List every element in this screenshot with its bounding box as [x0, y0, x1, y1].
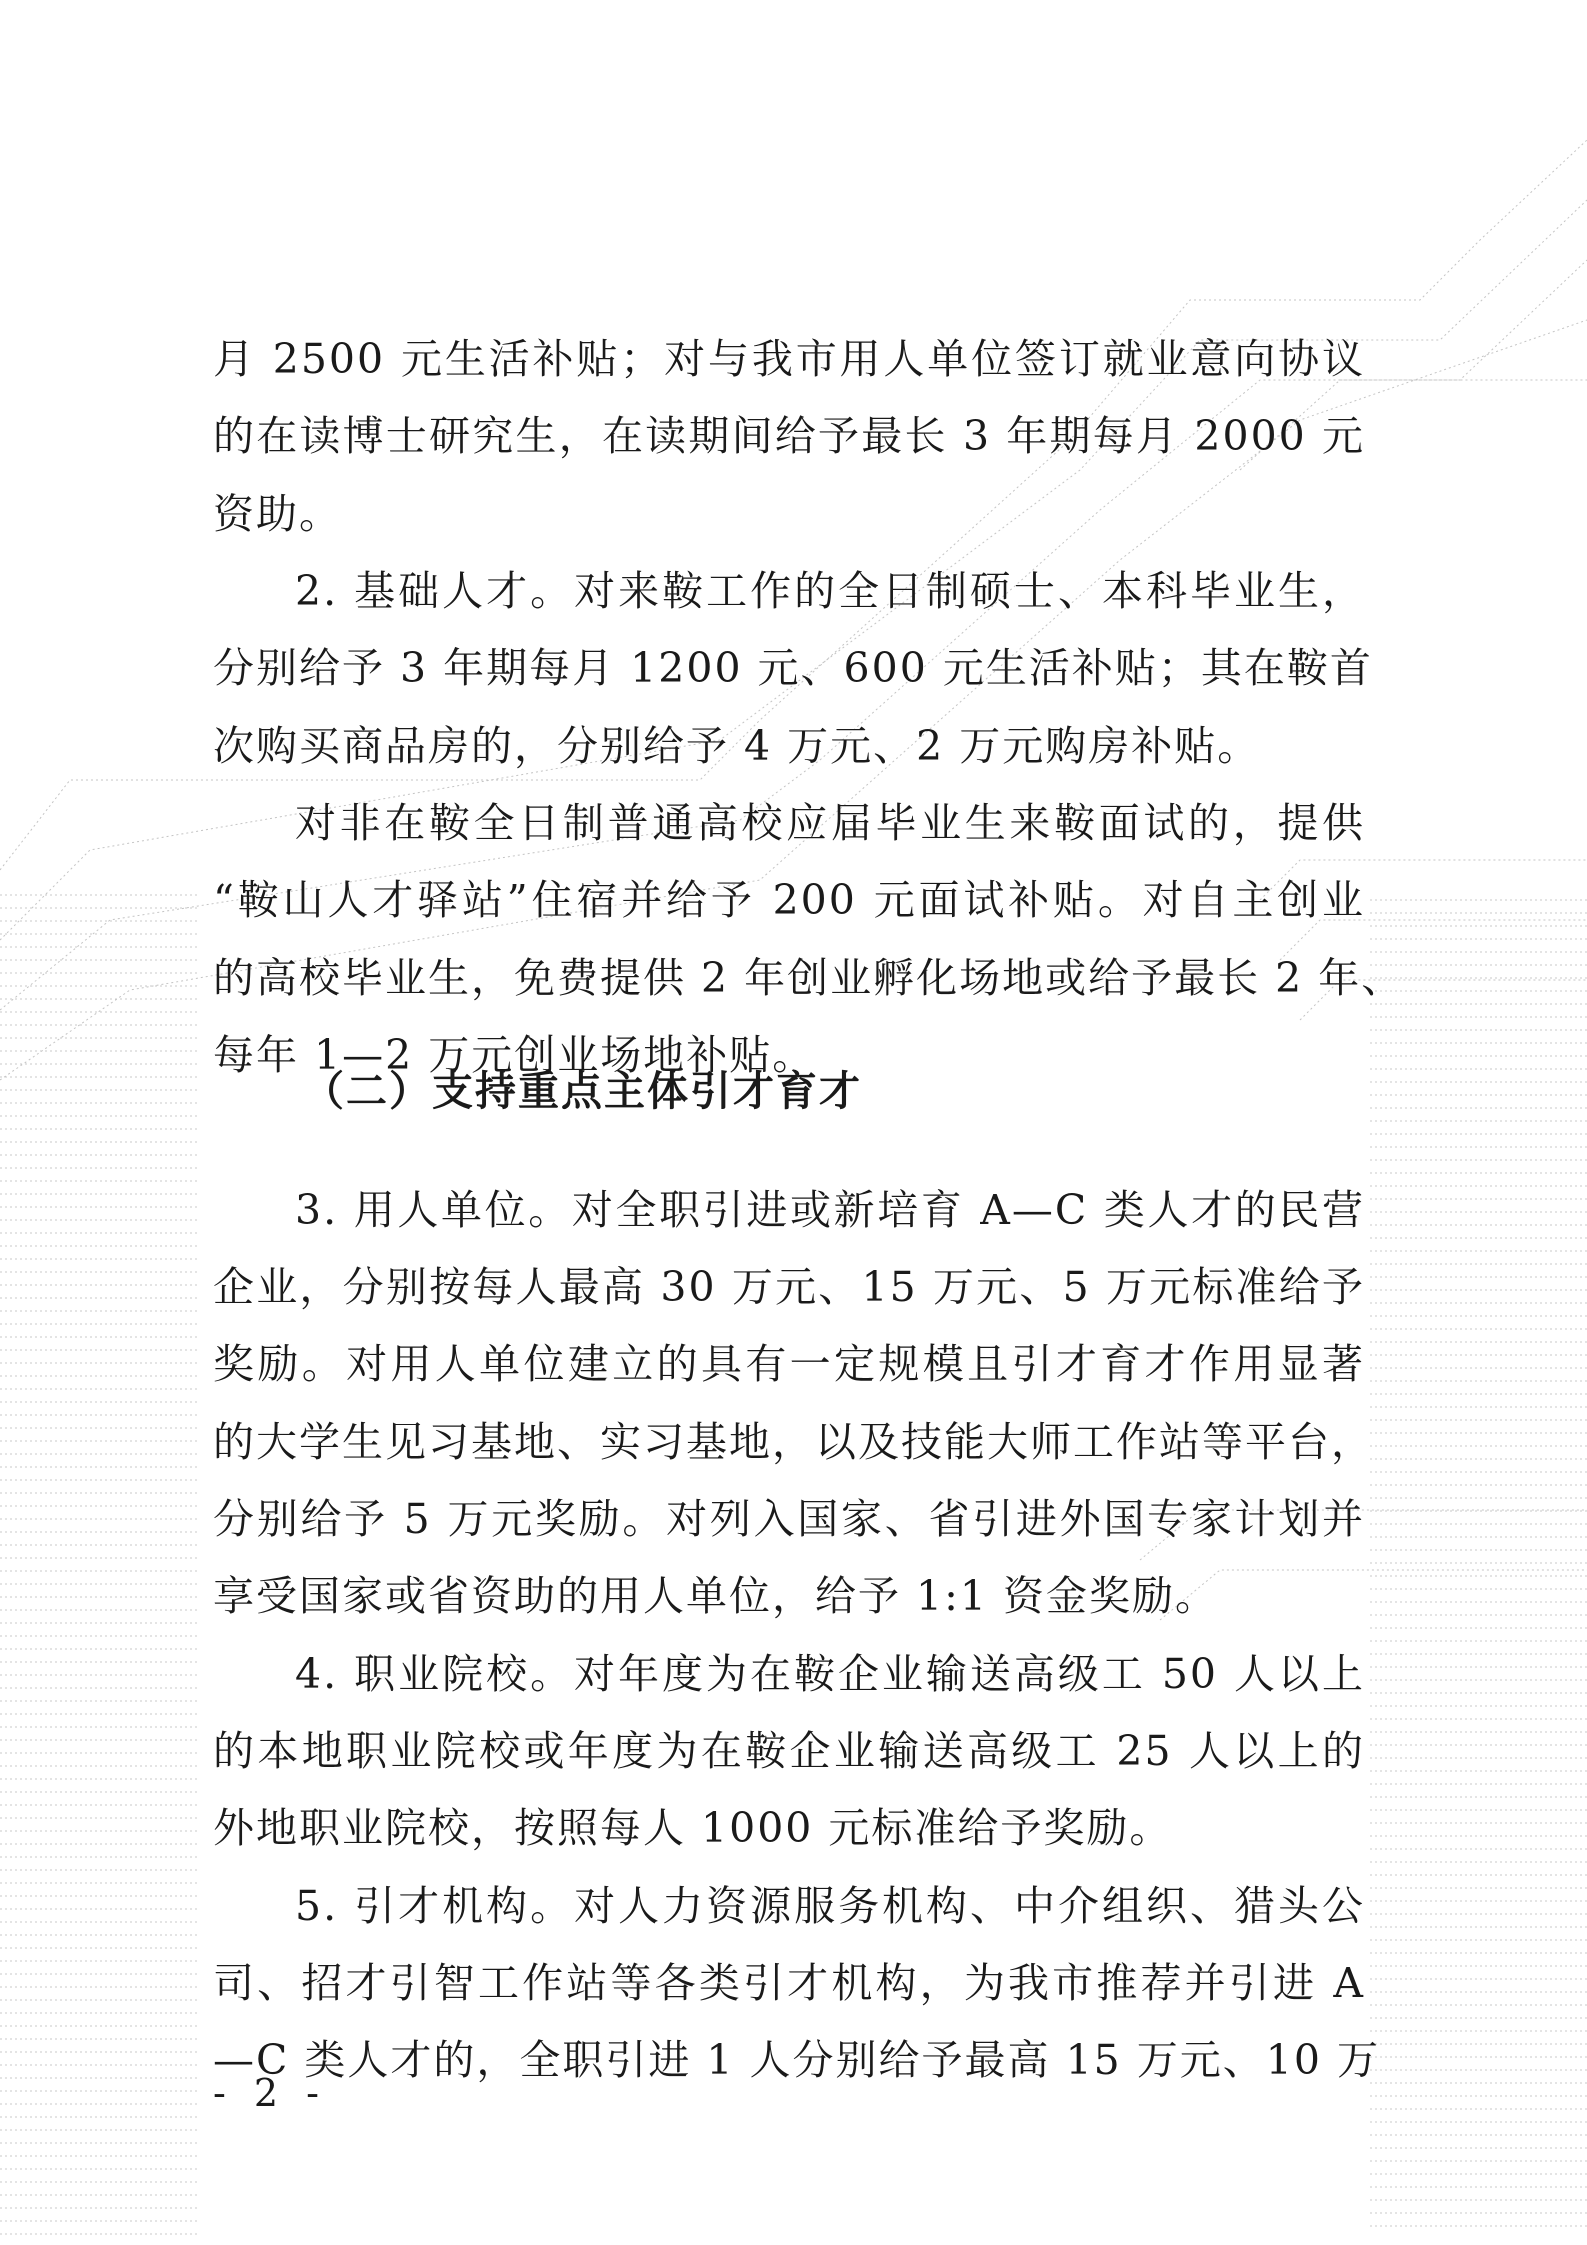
text-line: 司、招才引智工作站等各类引才机构，为我市推荐并引进 A	[213, 1959, 1365, 2007]
text-line: 奖励。对用人单位建立的具有一定规模且引才育才作用显著	[213, 1340, 1365, 1388]
text-line: 的高校毕业生，免费提供 2 年创业孵化场地或给予最长 2 年、	[213, 954, 1405, 1002]
section-heading: （二）支持重点主体引才育才	[303, 1067, 862, 1115]
text-line: 对非在鞍全日制普通高校应届毕业生来鞍面试的，提供	[295, 799, 1365, 847]
text-line: 资助。	[213, 490, 342, 538]
text-line: 的本地职业院校或年度为在鞍企业输送高级工 25 人以上的	[213, 1727, 1365, 1775]
text-line: 分别给予 3 年期每月 1200 元、600 元生活补贴；其在鞍首	[213, 644, 1373, 692]
text-line: 每年 1—2 万元创业场地补贴。	[213, 1031, 816, 1079]
text-line: 4. 职业院校。对年度为在鞍企业输送高级工 50 人以上	[295, 1650, 1365, 1698]
text-line: 5. 引才机构。对人力资源服务机构、中介组织、猎头公	[295, 1882, 1365, 1930]
text-line: 企业，分别按每人最高 30 万元、15 万元、5 万元标准给予	[213, 1263, 1365, 1311]
text-line: 的在读博士研究生，在读期间给予最长 3 年期每月 2000 元	[213, 412, 1365, 460]
text-line: 享受国家或省资助的用人单位，给予 1:1 资金奖励。	[213, 1572, 1219, 1620]
text-line: “鞍山人才驿站”住宿并给予 200 元面试补贴。对自主创业	[213, 876, 1365, 924]
text-line: 分别给予 5 万元奖励。对列入国家、省引进外国专家计划并	[213, 1495, 1365, 1543]
text-line: 次购买商品房的，分别给予 4 万元、2 万元购房补贴。	[213, 722, 1261, 770]
text-line: 的大学生见习基地、实习基地，以及技能大师工作站等平台，	[213, 1418, 1374, 1466]
text-line: —C 类人才的，全职引进 1 人分别给予最高 15 万元、10 万	[213, 2036, 1380, 2084]
text-line: 月 2500 元生活补贴；对与我市用人单位签订就业意向协议	[213, 335, 1365, 383]
page-number: - 2 -	[213, 2071, 328, 2115]
text-line: 3. 用人单位。对全职引进或新培育 A—C 类人才的民营	[295, 1186, 1365, 1234]
text-line: 2. 基础人才。对来鞍工作的全日制硕士、本科毕业生，	[295, 567, 1365, 615]
text-line: 外地职业院校，按照每人 1000 元标准给予奖励。	[213, 1804, 1173, 1852]
